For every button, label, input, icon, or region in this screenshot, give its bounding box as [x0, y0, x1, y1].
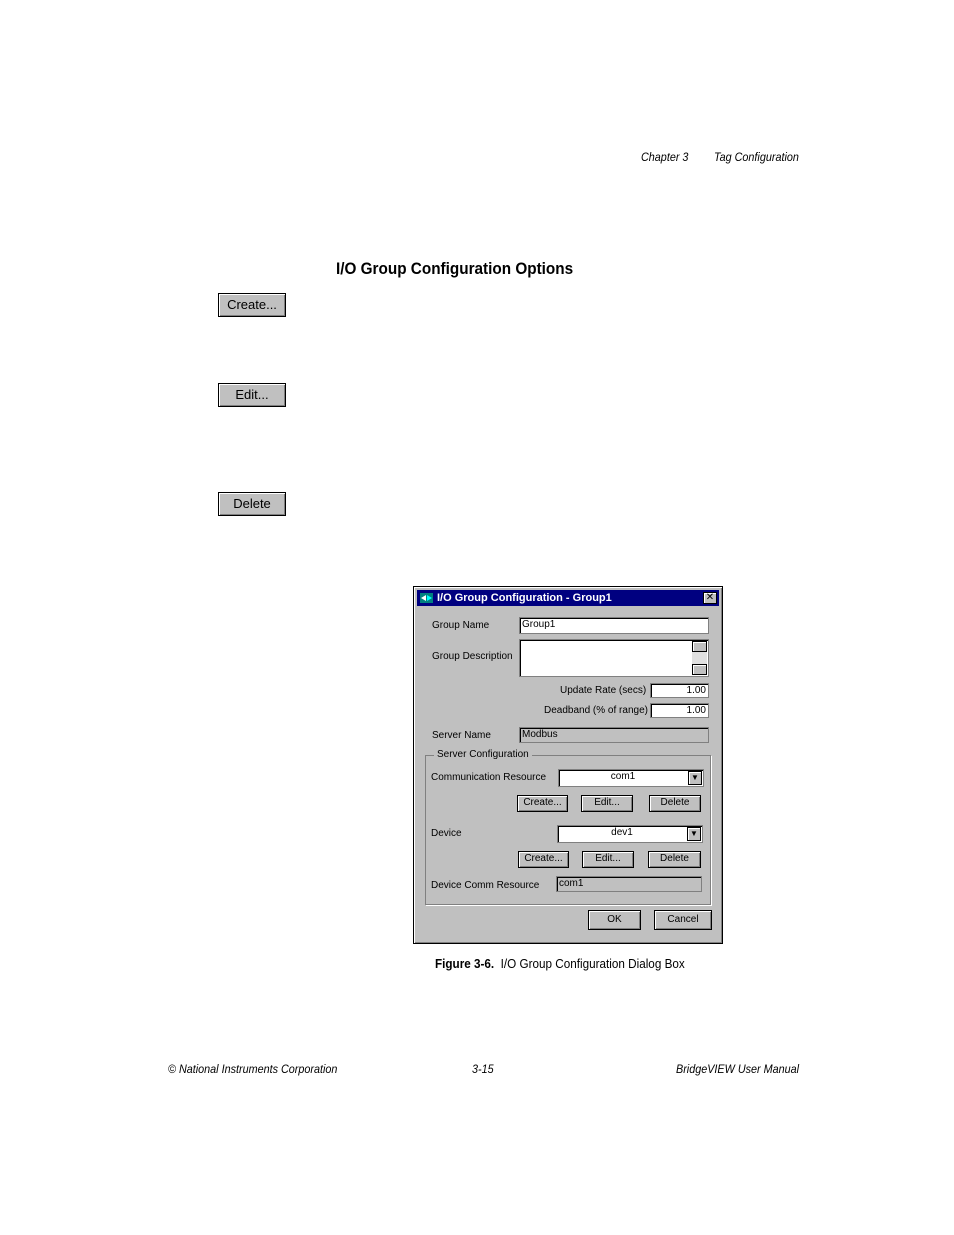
- device-comm-resource-label: Device Comm Resource: [431, 880, 540, 891]
- device-create-button[interactable]: Create...: [518, 851, 569, 868]
- delete-button-illustration[interactable]: Delete: [218, 492, 286, 516]
- cancel-button[interactable]: Cancel: [654, 910, 712, 930]
- page-number: 3-15: [472, 1062, 494, 1076]
- figure-number: Figure 3-6.: [435, 956, 495, 971]
- dialog-title: I/O Group Configuration - Group1: [437, 592, 612, 604]
- device-label: Device: [431, 828, 462, 839]
- group-description-textarea[interactable]: [519, 639, 709, 677]
- server-name-label: Server Name: [432, 730, 491, 741]
- chevron-down-icon[interactable]: ▼: [688, 771, 702, 785]
- scroll-up-icon[interactable]: [692, 641, 707, 652]
- description-scrollbar[interactable]: [692, 641, 707, 675]
- group-description-label: Group Description: [432, 651, 513, 662]
- figure-caption-text: I/O Group Configuration Dialog Box: [500, 956, 685, 971]
- device-value: dev1: [611, 827, 633, 838]
- server-configuration-group: [425, 749, 711, 905]
- comm-delete-button[interactable]: Delete: [649, 795, 701, 812]
- ok-button[interactable]: OK: [588, 910, 641, 930]
- update-rate-field[interactable]: 1.00: [650, 683, 709, 698]
- section-title: I/O Group Configuration Options: [336, 259, 574, 278]
- deadband-label: Deadband (% of range): [544, 705, 648, 716]
- comm-create-button[interactable]: Create...: [517, 795, 568, 812]
- server-name-field: Modbus: [519, 727, 709, 743]
- footer-copyright: © National Instruments Corporation: [168, 1062, 338, 1076]
- server-configuration-legend: Server Configuration: [434, 749, 532, 760]
- device-delete-button[interactable]: Delete: [648, 851, 701, 868]
- device-select[interactable]: [557, 825, 703, 843]
- header-chapter: Chapter 3: [641, 150, 689, 164]
- communication-resource-value: com1: [610, 771, 636, 782]
- communication-resource-select[interactable]: [558, 769, 704, 787]
- edit-button-illustration[interactable]: Edit...: [218, 383, 286, 407]
- dialog-titlebar[interactable]: [417, 590, 719, 606]
- scroll-down-icon[interactable]: [692, 664, 707, 675]
- comm-edit-button[interactable]: Edit...: [581, 795, 633, 812]
- chevron-down-icon[interactable]: ▼: [687, 827, 701, 841]
- device-comm-resource-field: com1: [556, 876, 702, 892]
- group-name-field[interactable]: Group1: [519, 617, 709, 634]
- communication-resource-label: Communication Resource: [431, 772, 547, 783]
- device-edit-button[interactable]: Edit...: [582, 851, 634, 868]
- footer-manual-title: BridgeVIEW User Manual: [676, 1062, 800, 1076]
- group-name-label: Group Name: [432, 620, 490, 631]
- close-icon[interactable]: ✕: [703, 592, 717, 604]
- header-title: Tag Configuration: [714, 150, 799, 164]
- app-icon: [420, 593, 433, 603]
- update-rate-label: Update Rate (secs): [560, 685, 647, 696]
- io-group-configuration-dialog: [413, 586, 723, 944]
- create-button-illustration[interactable]: Create...: [218, 293, 286, 317]
- figure-caption: [435, 956, 685, 971]
- deadband-field[interactable]: 1.00: [650, 703, 709, 718]
